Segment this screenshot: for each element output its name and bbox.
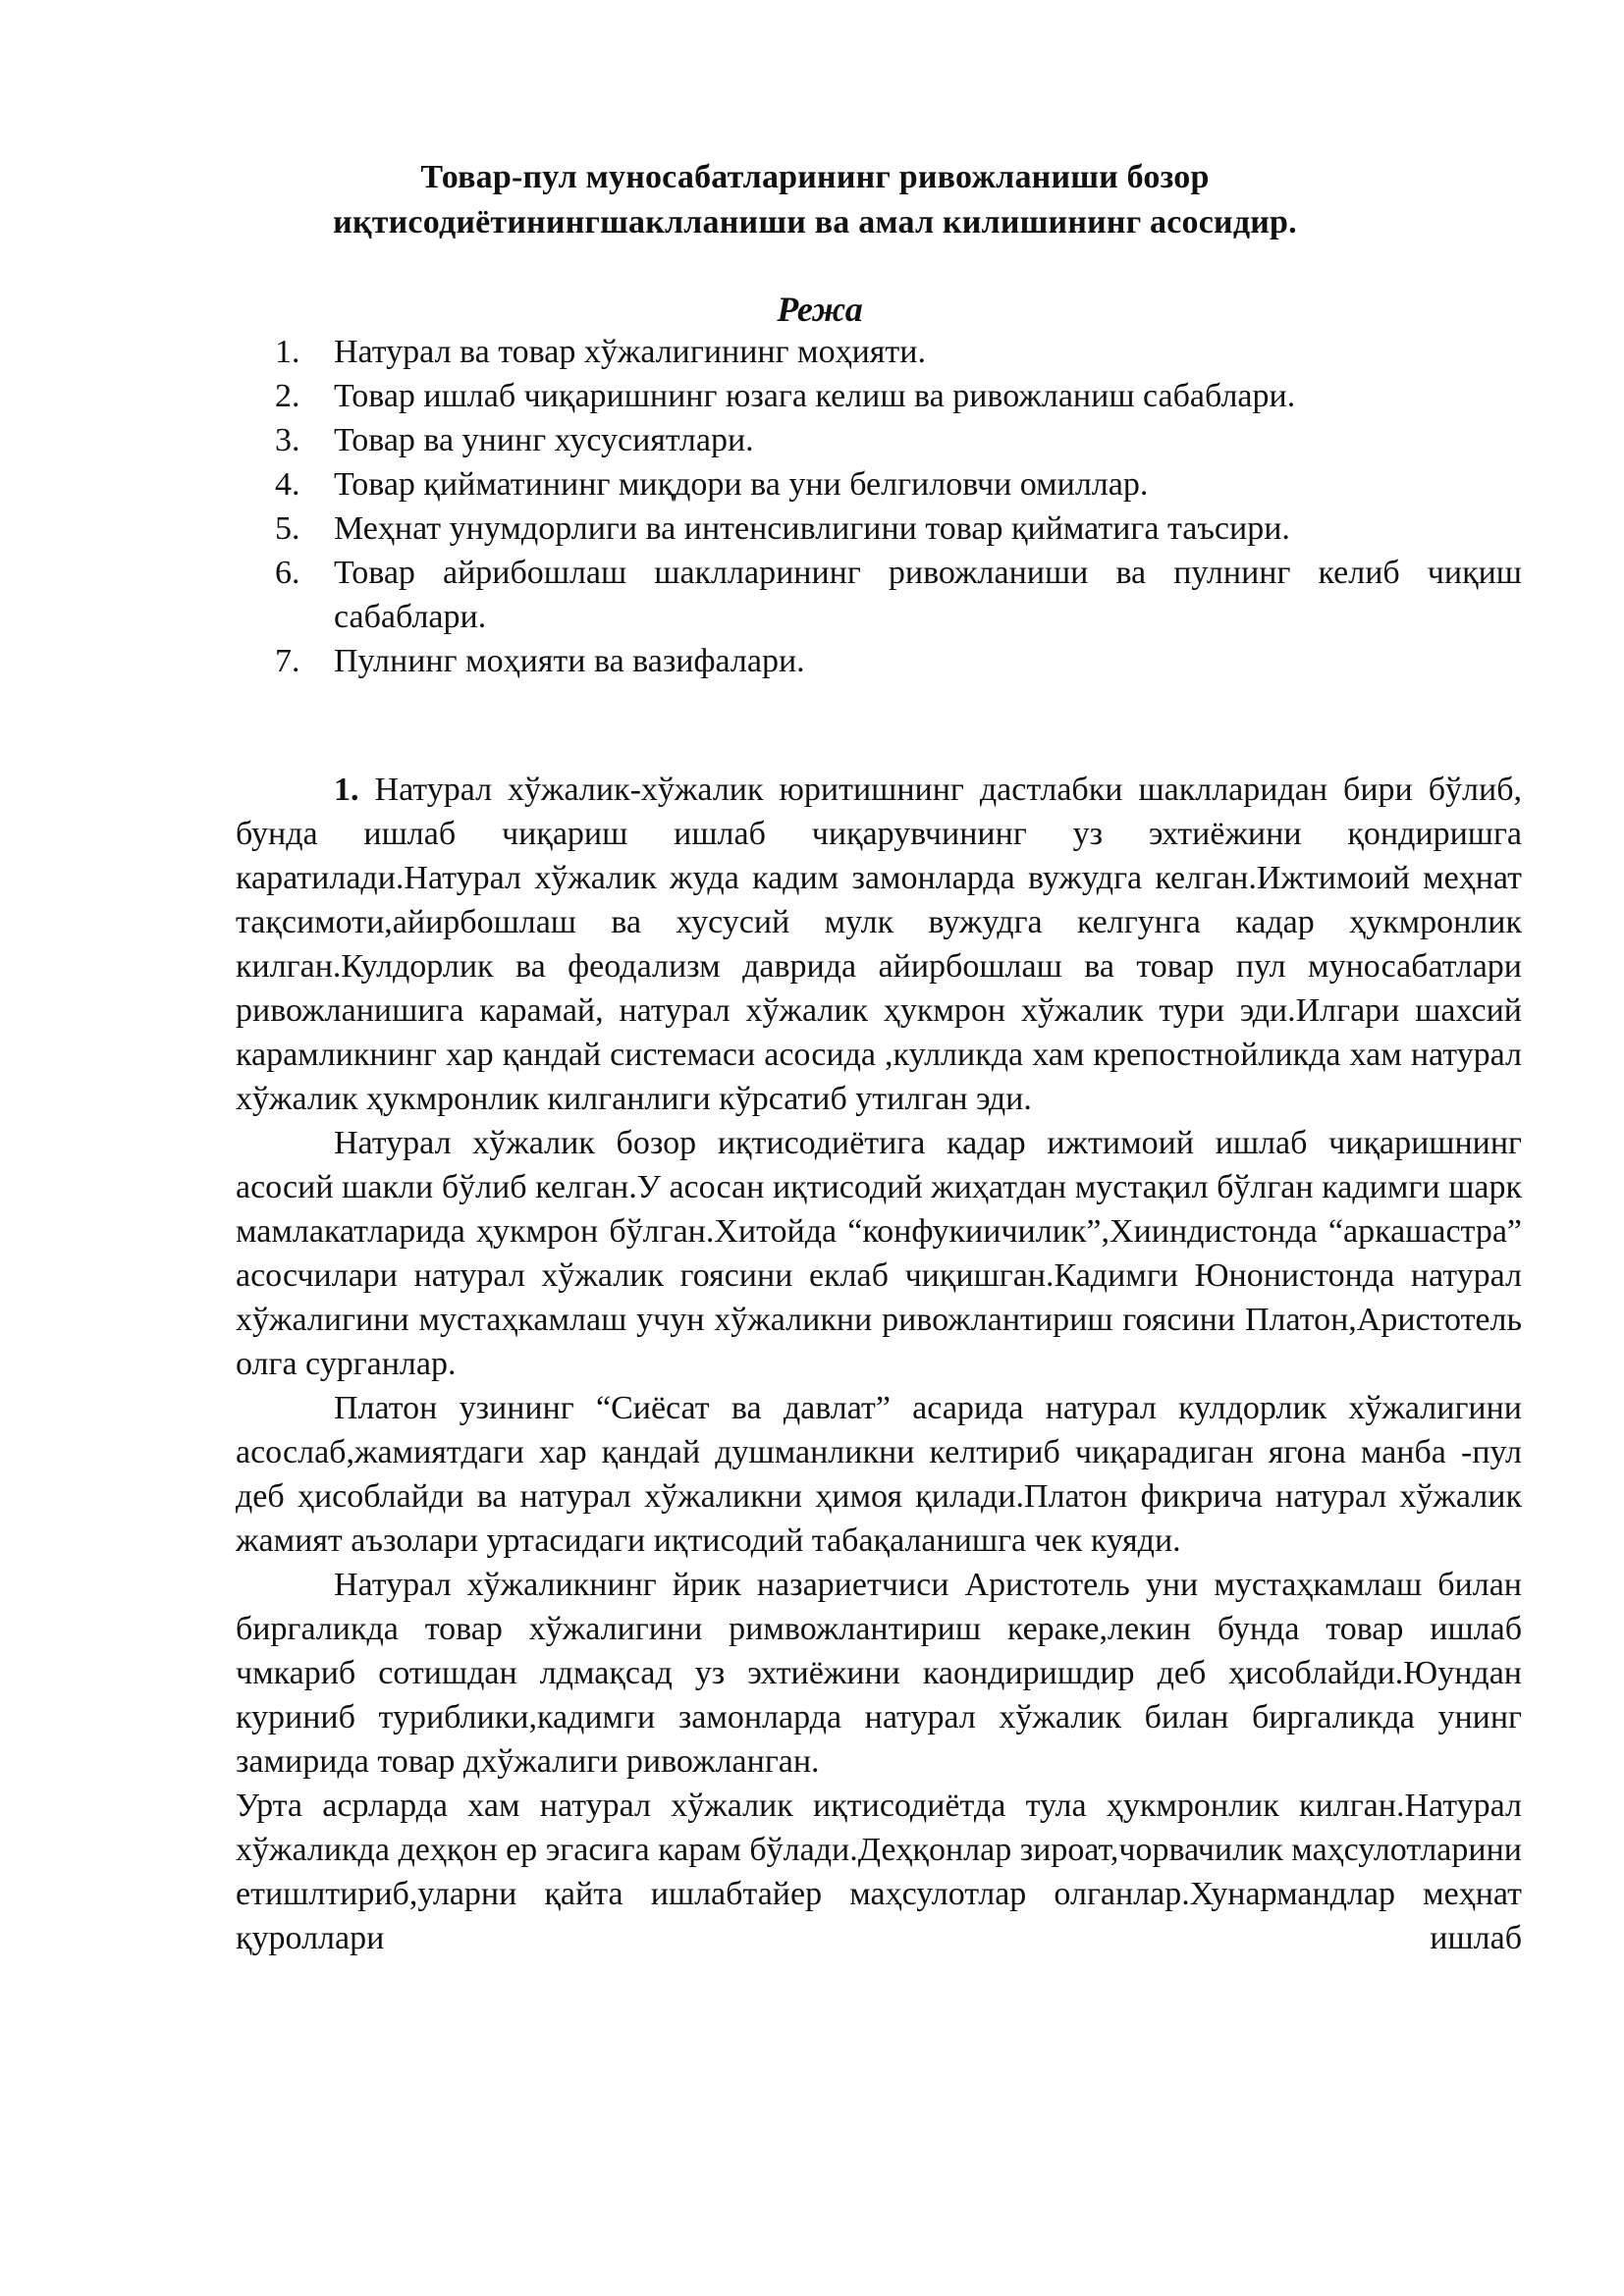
plan-item-number: 6. bbox=[275, 555, 300, 591]
paragraph-2: Натурал хўжалик бозор иқтисодиётига кадар ижтимоий ишлаб чиқаришнинг асосий шакли бўлиб келган.У асосан иқтисодий жиҳатдан мустақил бўлган кадимги шарк мамлакатларида ҳукмрон бўлган.Хитойда “конфукиичилик”,Хииндистонда “аркашастра” асосчилари натурал хўжалик гоясини еклаб чиқишган.Кадимги Юнонистонда натурал хўжалигини мустаҳкамлаш учун хўжаликни ривожлантириш гоясини Платон,Аристотель олга сурганлар. bbox=[236, 1125, 1522, 1382]
plan-item bbox=[275, 462, 1522, 507]
plan-item-number: 5. bbox=[275, 510, 300, 547]
title-line-2: иқтисодиётинингшаклланиши ва амал килишининг асосидир. bbox=[333, 204, 1297, 240]
paragraph-3: Платон узининг “Сиёсат ва давлат” асарида натурал кулдорлик хўжалигини асослаб,жамиятдаги хар қандай душманликни келтириб чиқарадиган ягона манба -пул деб ҳисоблайди ва натурал хўжаликни ҳимоя қилади.Платон фикрича натурал хўжалик жамият аъзолари уртасидаги иқтисодий табақаланишга чек куяди. bbox=[236, 1390, 1522, 1559]
plan-item bbox=[275, 374, 1522, 418]
plan-item bbox=[275, 330, 1522, 374]
plan-item-number: 3. bbox=[275, 422, 300, 458]
plan-item-text: Товар ишлаб чиқаришнинг юзага келиш ва ривожланиш сабаблари. bbox=[334, 378, 1296, 414]
plan-item-text: Пулнинг моҳияти ва вазифалари. bbox=[334, 643, 805, 679]
plan-item bbox=[275, 418, 1522, 462]
title-line-1: Товар-пул муносабатларининг ривожланиши бозор bbox=[420, 159, 1210, 195]
paragraph-number: 1. bbox=[334, 772, 359, 808]
document-title bbox=[236, 155, 1394, 245]
plan-item bbox=[275, 551, 1522, 639]
paragraph-4: Натурал хўжаликнинг йрик назариетчиси Аристотель уни мустаҳкамлаш билан биргаликда товар хўжалигини римвожлантириш кераке,лекин бунда товар ишлаб чмкариб сотишдан лдмақсад уз эхтиёжини каондиришдир деб ҳисоблайди.Юундан куриниб туриблики,кадимги замонларда натурал хўжалик билан биргаликда унинг замирида товар дхўжалиги ривожланган. bbox=[236, 1567, 1522, 1780]
plan-item-number: 4. bbox=[275, 466, 300, 503]
paragraph-1-text: Натурал хўжалик-хўжалик юритишнинг дастлабки шаклларидан бири бўлиб, бунда ишлаб чиқариш ишлаб чиқарувчининг уз эхтиёжини қондиришга каратилади.Натурал хўжалик жуда кадим замонларда вужудга келган.Ижтимоий меҳнат тақсимоти,айирбошлаш ва хусусий мулк вужудга келгунга кадар ҳукмронлик килган.Кулдорлик ва феодализм даврида айирбошлаш ва товар пул муносабатлари ривожланишига карамай, натурал хўжалик ҳукмрон хўжалик тури эди.Илгари шахсий карамликнинг хар қандай системаси асосида ,кулликда хам крепостнойликда хам натурал хўжалик ҳукмронлик килганлиги кўрсатиб утилган эди. bbox=[236, 772, 1523, 1117]
plan-heading: Режа bbox=[777, 290, 863, 329]
plan-item-text: Натурал ва товар хўжалигининг моҳияти. bbox=[334, 334, 926, 370]
paragraph-5: Урта асрларда хам натурал хўжалик иқтисодиётда тула ҳукмронлик килган.Натурал хўжаликда деҳқон ер эгасига карам бўлади.Деҳқонлар зироат,чорвачилик маҳсулотларини етишлтириб,уларни қайта ишлабтайер маҳсулотлар олганлар.Хунармандлар меҳнат қуроллари ишлаб bbox=[236, 1788, 1522, 1956]
plan-item-text: Меҳнат унумдорлиги ва интенсивлигини товар қийматига таъсири. bbox=[334, 510, 1290, 547]
plan-item-number: 2. bbox=[275, 378, 300, 414]
plan-item-number: 1. bbox=[275, 334, 300, 370]
paragraph-1 bbox=[236, 768, 1522, 1121]
body-text bbox=[236, 768, 1522, 1960]
plan-item bbox=[275, 639, 1522, 683]
plan-item-text: Товар айрибошлаш шаклларининг ривожланиши ва пулнинг келиб чиқиш сабаблари. bbox=[334, 555, 1522, 635]
plan-list bbox=[275, 330, 1522, 683]
plan-item bbox=[275, 507, 1522, 551]
plan-item-number: 7. bbox=[275, 643, 300, 679]
plan-item-text: Товар ва унинг хусусиятлари. bbox=[334, 422, 754, 458]
plan-item-text: Товар қийматининг миқдори ва уни белгиловчи омиллар. bbox=[334, 466, 1149, 503]
